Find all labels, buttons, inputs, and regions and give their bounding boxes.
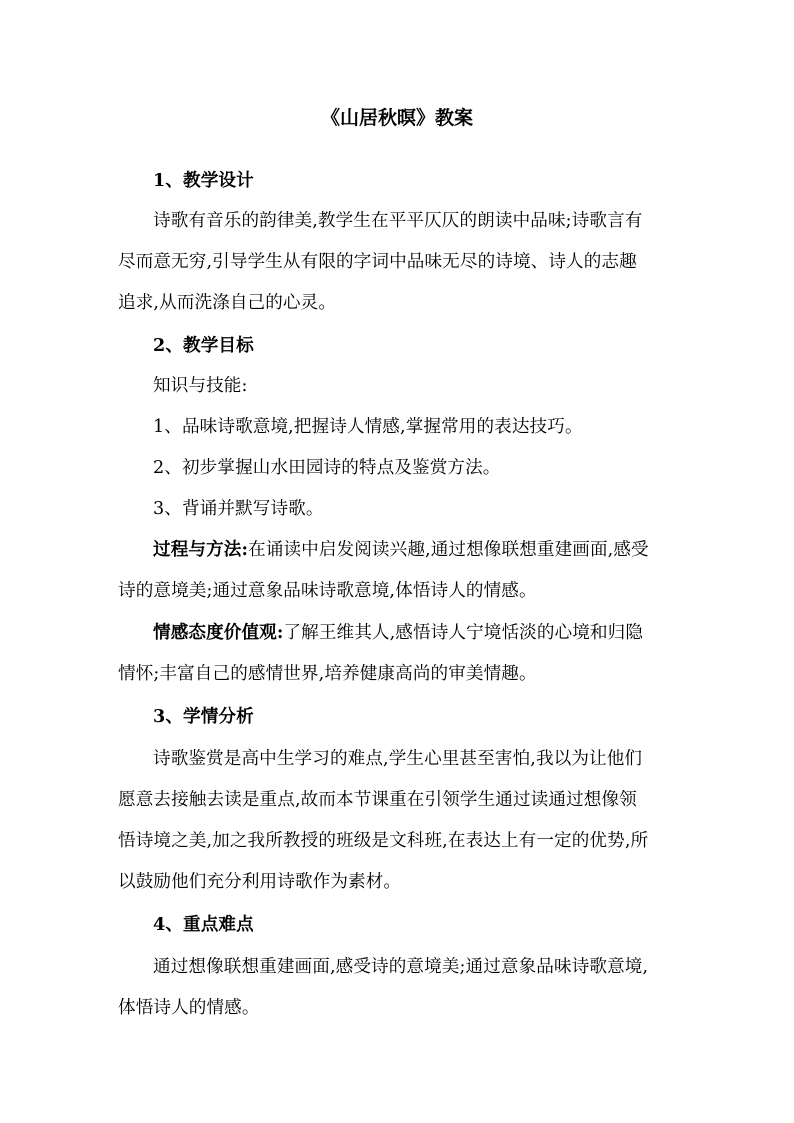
attitude-paragraph-line xyxy=(153,620,713,646)
goal-item: 3、背诵并默写诗歌。 xyxy=(153,499,324,519)
paragraph-line: 诗的意境美;通过意象品味诗歌意境,体悟诗人的情感。 xyxy=(118,581,537,601)
attitude-text: 了解王维其人,感悟诗人宁境恬淡的心境和归隐 xyxy=(283,623,644,643)
paragraph-line: 情怀;丰富自己的感情世界,培养健康高尚的审美情趣。 xyxy=(118,664,537,684)
process-label: 过程与方法: xyxy=(153,539,249,560)
paragraph-line: 体悟诗人的情感。 xyxy=(118,998,260,1018)
section-heading-design: 1、教学设计 xyxy=(153,170,254,191)
paragraph-line: 诗歌鉴赏是高中生学习的难点,学生心里甚至害怕,我以为让他们 xyxy=(153,749,643,769)
paragraph-line: 悟诗境之美,加之我所教授的班级是文科班,在表达上有一定的优势,所 xyxy=(118,831,649,851)
section-heading-keypoints: 4、重点难点 xyxy=(153,914,254,935)
paragraph-line: 追求,从而洗涤自己的心灵。 xyxy=(118,293,337,313)
paragraph-line: 诗歌有音乐的韵律美,教学生在平平仄仄的朗读中品味;诗歌言有 xyxy=(153,211,643,231)
document-title: 《山居秋暝》教案 xyxy=(320,107,473,129)
goal-item: 2、初步掌握山水田园诗的特点及鉴赏方法。 xyxy=(153,458,501,478)
goal-item: 1、品味诗歌意境,把握诗人情感,掌握常用的表达技巧。 xyxy=(153,417,583,437)
paragraph-line: 愿意去接触去读是重点,故而本节课重在引领学生通过读通过想像领 xyxy=(118,790,637,810)
paragraph-line: 尽而意无穷,引导学生从有限的字词中品味无尽的诗境、诗人的志趣 xyxy=(118,252,637,272)
process-text: 在诵读中启发阅读兴趣,通过想像联想重建画面,感受 xyxy=(248,540,649,560)
paragraph-line: 以鼓励他们充分利用诗歌作为素材。 xyxy=(118,872,402,892)
process-paragraph-line xyxy=(153,537,713,563)
paragraph-line: 通过想像联想重建画面,感受诗的意境美;通过意象品味诗歌意境, xyxy=(153,957,649,977)
section-heading-analysis: 3、学情分析 xyxy=(153,706,254,727)
knowledge-label: 知识与技能: xyxy=(153,376,248,396)
attitude-label: 情感态度价值观: xyxy=(153,622,284,643)
section-heading-goals: 2、教学目标 xyxy=(153,335,254,356)
